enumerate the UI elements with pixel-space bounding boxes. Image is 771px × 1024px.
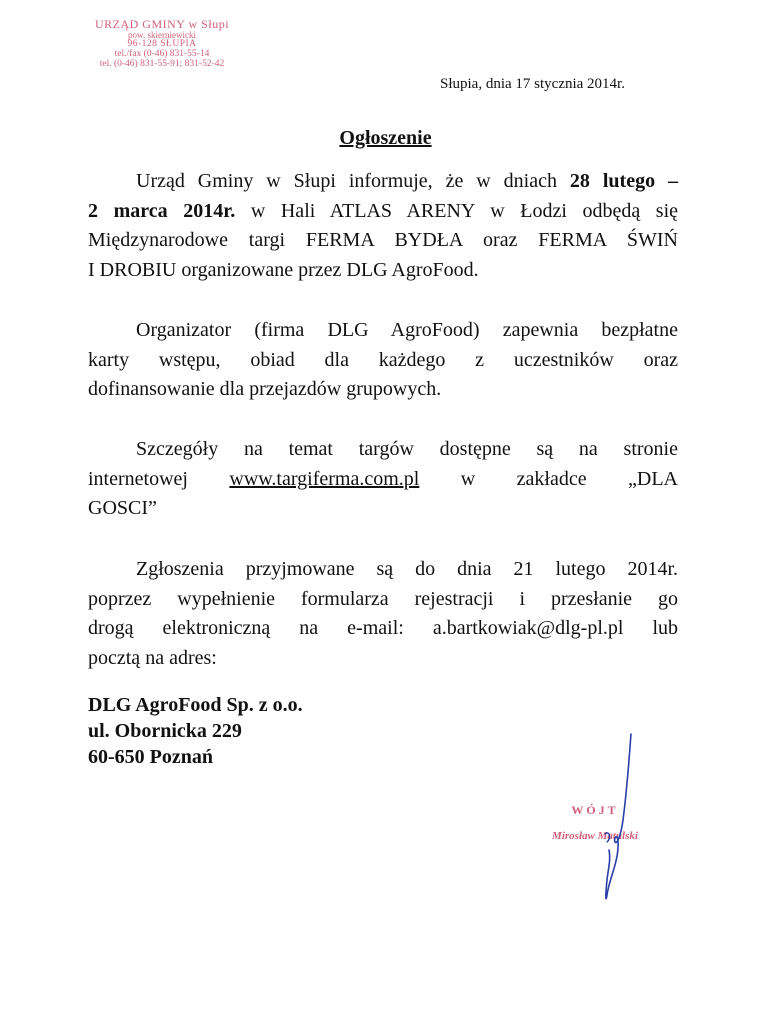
p4-text-1: Zgłoszenia przyjmowane są do dnia 21 lutego 2014r. [136, 558, 678, 580]
p1-text-1: Urząd Gminy w Słupi informuje, że w dniach [136, 170, 570, 192]
p1-date-start: 28 lutego – [569, 170, 679, 192]
p2-line-3: dofinansowanie dla przejazdów grupowych. [88, 378, 442, 400]
p4-line-3: drogą elektroniczną na e-mail: a.bartkowiak@dlg-pl.pl lub [88, 617, 678, 639]
postal-address [88, 692, 303, 770]
address-city: 60-650 Poznań [88, 746, 213, 768]
p1-date-end: 2 marca 2014r. [88, 199, 236, 222]
p3-line-2 [88, 465, 678, 495]
p3-text-2: internetowej [88, 467, 230, 490]
p4-line-1 [88, 555, 678, 585]
address-company: DLG AgroFood Sp. z o.o. [88, 694, 303, 716]
p1-line-1 [88, 167, 678, 197]
p3-line-1 [88, 435, 678, 465]
office-stamp [62, 18, 262, 70]
p2-line-1 [88, 316, 678, 346]
document-date: Słupia, dnia 17 stycznia 2014r. [440, 76, 625, 92]
p1-text-2: w Hali ATLAS ARENY w Łodzi odbędą się [235, 199, 679, 222]
address-street: ul. Obornicka 229 [88, 720, 242, 742]
p2-line-2: karty wstępu, obiad dla każdego z uczestników oraz [88, 348, 678, 371]
paragraph-organizer [88, 316, 678, 405]
paragraph-registration [88, 555, 678, 673]
website-link[interactable]: www.targiferma.com.pl [229, 467, 420, 490]
p1-line-3: Międzynarodowe targi FERMA BYDŁA oraz FERMA ŚWIŃ [88, 229, 678, 251]
p4-line-4: pocztą na adres: [88, 646, 217, 669]
signature-title: WÓJT [571, 803, 619, 817]
stamp-line-fax: tel./fax (0-46) 831-55-14 [114, 49, 210, 59]
handwritten-signature [585, 730, 645, 910]
paragraph-announcement [88, 167, 678, 285]
stamp-line-phone: tel. (0-46) 831-55-91; 831-52-42 [99, 58, 225, 69]
stamp-line-office: URZĄD GMINY w Słupi [94, 17, 230, 31]
signature-name: Mirosław Matulski [552, 830, 638, 842]
p2-text-1: Organizator (firma DLG AgroFood) zapewnia bezpłatne [136, 319, 678, 341]
document-title: Ogłoszenie [339, 127, 432, 149]
p3-text-1: Szczegóły na temat targów dostępne są na stronie [136, 438, 678, 460]
stamp-line-postcode: 96-128 SŁUPIA [127, 39, 197, 50]
p1-line-4: I DROBIU organizowane przez DLG AgroFood. [88, 258, 479, 281]
p4-line-2: poprzez wypełnienie formularza rejestracji i przesłanie go [88, 587, 678, 610]
stamp-line-county: pow. skierniewicki [128, 29, 196, 40]
paragraph-details [88, 435, 678, 524]
p3-text-3: w zakładce „DLA [419, 467, 678, 490]
p1-line-2 [88, 197, 678, 227]
p3-line-3: GOSCI” [88, 497, 157, 519]
